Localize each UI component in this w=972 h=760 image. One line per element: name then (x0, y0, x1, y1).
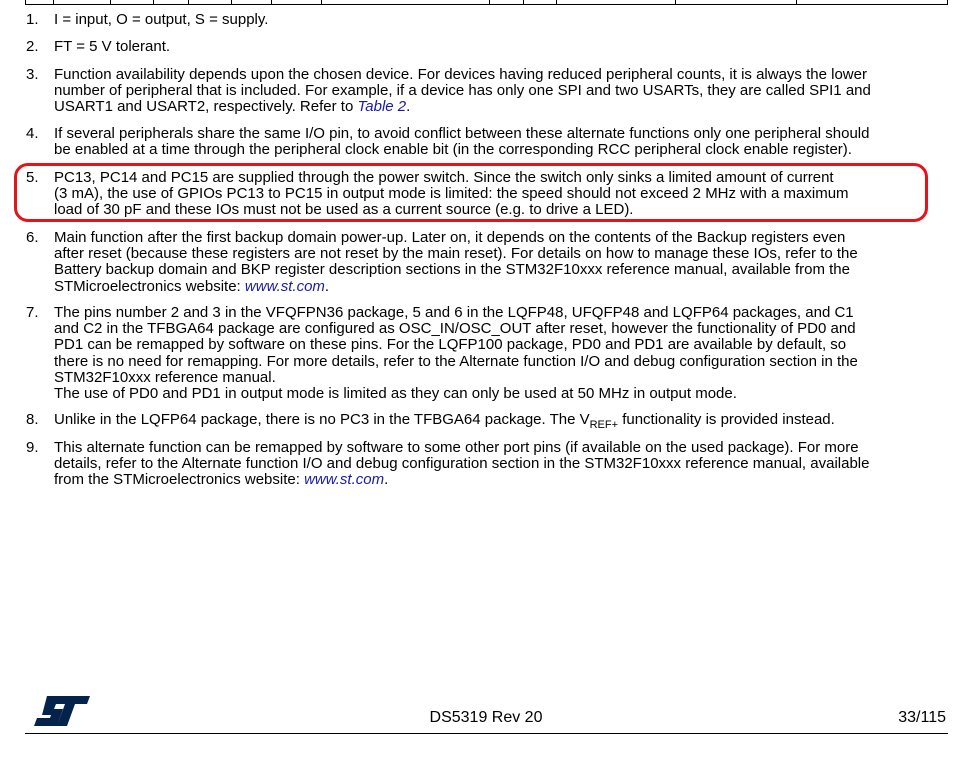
footnote-line (54, 279, 924, 295)
table-column-divider (188, 0, 189, 5)
table-column-divider (675, 0, 676, 5)
page-number: 33/115 (898, 709, 946, 726)
footnote-line-text: USART1 and USART2, respectively. Refer to (54, 98, 354, 116)
table-column-divider (53, 0, 54, 5)
footnote-line: load of 30 pF and these IOs must not be used as a current source (e.g. to drive a LED). (54, 201, 634, 219)
footnote-line: and C2 in the TFBGA64 package are configured as OSC_IN/OSC_OUT after reset, however the functionality of PD0 and (54, 320, 856, 338)
footnote-line: I = input, O = output, S = supply. (54, 11, 269, 28)
footnote-number: 5. (26, 169, 39, 186)
footnote-line: Main function after the first backup domain power-up. Later on, it depends on the contents of the Backup registers even (54, 229, 846, 246)
table-column-divider (153, 0, 154, 5)
vref-subscript: REF+ (589, 419, 619, 431)
footnote-text (54, 126, 924, 158)
footnote-punctuation: . (324, 277, 330, 295)
footnote-text (54, 67, 924, 116)
footnote-punctuation: . (406, 98, 411, 116)
table-fragment (25, 0, 948, 5)
footnote-text (54, 12, 924, 28)
footnote-line-text: Unlike in the LQFP64 package, there is no PC3 in the TFBGA64 package. The V (54, 411, 590, 428)
footnote-line: If several peripherals share the same I/O pin, to avoid conflict between these alternate functions only one peripheral should (54, 125, 870, 142)
footer-divider (25, 733, 948, 734)
footnote-line: (3 mA), the use of GPIOs PC13 to PC15 in output mode is limited: the speed should not exceed 2 MHz with a maximum (54, 185, 849, 203)
table-column-divider (110, 0, 111, 5)
footnote-line (54, 472, 924, 488)
footnote-line-text: STMicroelectronics website: (54, 277, 241, 295)
table-column-divider (489, 0, 490, 5)
footnote-line: after reset (because these registers are not reset by the main reset). For details on how to manage these IOs, refer to the (54, 245, 858, 263)
table-2-link[interactable]: Table 2 (357, 98, 407, 116)
footnote-line: PC13, PC14 and PC15 are supplied through the power switch. Since the switch only sinks a limited amount of current (54, 169, 834, 186)
table-column-divider (796, 0, 797, 5)
footnote-number: 1. (26, 11, 39, 28)
footnote-line (54, 412, 924, 429)
highlight-annotation-box (14, 163, 928, 222)
footnote-number: 2. (26, 38, 39, 55)
footnote-number: 8. (26, 411, 39, 428)
footnote-line: there is no need for remapping. For more details, refer to the Alternate function I/O and debug configuration section in the (54, 352, 858, 370)
footnote-line: Battery backup domain and BKP register description sections in the STM32F10xxx reference manual, available from the (54, 261, 850, 279)
footnote-line: be enabled at a time through the peripheral clock enable bit (in the corresponding RCC peripheral clock enable register). (54, 141, 852, 159)
footnote-number: 3. (26, 66, 39, 83)
footnote-line: number of peripheral that is included. For example, if a device has only one SPI and two USARTs, they are called SPI1 and (54, 82, 871, 100)
footnote-text (54, 39, 924, 55)
footnote-line: The use of PD0 and PD1 in output mode is limited as they can only be used at 50 MHz in output mode. (54, 385, 737, 403)
st-website-link[interactable]: www.st.com (244, 277, 325, 295)
footnote-number: 9. (26, 439, 39, 456)
footnote-line: STM32F10xxx reference manual. (54, 368, 276, 386)
table-column-divider (271, 0, 272, 5)
footnote-text (54, 230, 924, 295)
footnote-punctuation: . (384, 471, 389, 489)
footnote-number: 6. (26, 229, 39, 246)
footnote-number: 4. (26, 125, 39, 142)
footnote-line: The pins number 2 and 3 in the VFQFPN36 package, 5 and 6 in the LQFP48, UFQFP48 and LQFP64 packages, and C1 (54, 304, 854, 321)
table-column-divider (321, 0, 322, 5)
document-id: DS5319 Rev 20 (429, 709, 543, 726)
footnote-line: Function availability depends upon the chosen device. For devices having reduced peripheral counts, it is always the lower (54, 66, 867, 83)
footnote-line: details, refer to the Alternate function I/O and debug configuration section in the STM32F10xxx reference manual, available (54, 455, 870, 473)
footnote-text (54, 305, 924, 402)
footnote-line-text: from the STMicroelectronics website: (54, 471, 300, 489)
footnote-line: PD1 can be remapped by software on these pins. For the LQFP100 package, PD0 and PD1 are available by default, so (54, 336, 847, 354)
st-website-link[interactable]: www.st.com (304, 471, 385, 489)
table-column-divider (523, 0, 524, 5)
footnote-text (54, 440, 924, 489)
footnote-text (54, 412, 924, 429)
footnote-line: This alternate function can be remapped by software to some other port pins (if available on the used package). For more (54, 439, 859, 456)
footnote-line (54, 99, 924, 115)
footnote-line: FT = 5 V tolerant. (54, 38, 171, 55)
table-column-divider (231, 0, 232, 5)
footnote-line-text: functionality is provided instead. (618, 411, 835, 428)
table-column-divider (556, 0, 557, 5)
footnote-number: 7. (26, 304, 39, 321)
